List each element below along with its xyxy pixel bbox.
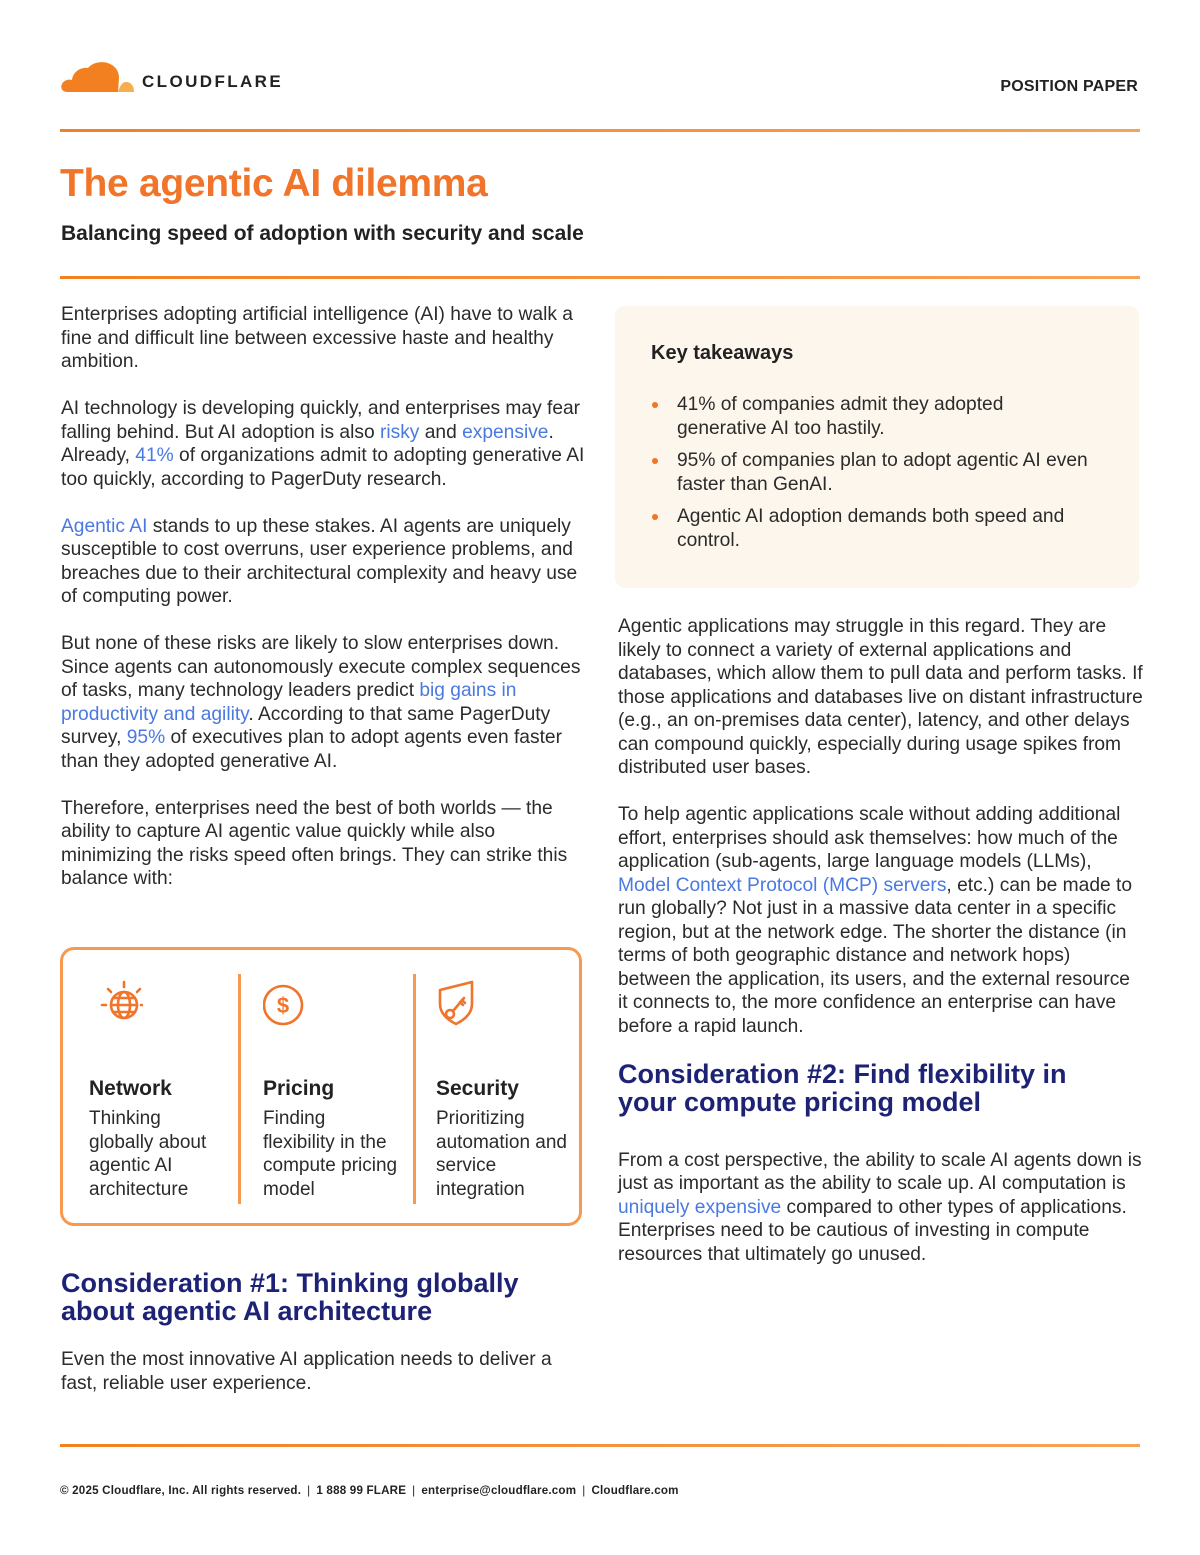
consideration-2-heading: Consideration #2: Find flexibility in your compute pricing model [618,1058,1067,1117]
page-subtitle: Balancing speed of adoption with security and scale [61,222,584,245]
link-productivity[interactable]: big gains in productivity and agility [61,680,517,725]
key-takeaways-title: Key takeaways [651,342,794,364]
document-type: POSITION PAPER [1000,78,1138,95]
list-item: 41% of companies admit they adopted generative AI too hastily. [651,393,1091,440]
link-expensive[interactable]: expensive [462,421,549,443]
paragraph-adoption: AI technology is developing quickly, and enterprises may fear falling behind. But AI adoption is also risky and expensive. Already, 41% of organizations admit to adopting generative AI too quickly, according to PagerDuty research. [61,398,585,490]
pillar-title: Pricing [263,1077,335,1100]
pillar-text: Thinking globally about agentic AI architecture [89,1108,207,1200]
pillar-text: Finding flexibility in the compute pricing model [263,1108,398,1200]
brand-name: CLOUDFLARE [142,72,284,91]
pillar-title: Network [89,1077,172,1100]
globe-icon [89,978,143,1032]
left-column [61,303,591,914]
right-column [618,615,1143,1290]
paragraph-balance: Therefore, enterprises need the best of both worlds — the ability to capture AI agentic value quickly while also minimizing the risks speed often brings. They can strike this balance with: [61,797,568,889]
key-takeaways-panel [615,306,1139,588]
link-risky[interactable]: risky [379,421,420,443]
header-divider [60,129,1140,132]
link-agentic-ai[interactable]: Agentic AI [61,515,148,537]
pillar-divider [238,974,241,1204]
paragraph-scale: To help agentic applications scale without adding additional effort, enterprises should ask themselves: how much of the application (sub-agents, large language models (LLMs), Model Context Protocol (MCP) servers, etc.) can be made to run globally? Not just in a massive data center in a specific region, but at the network edge. The shorter the distance (in terms of both geographic distance and network hops) between the application, its users, and the external resource it connects to, the more confidence an enterprise can have before a rapid launch. [618,804,1133,1037]
paragraph-cost: From a cost perspective, the ability to scale AI agents down is just as important as the ability to scale up. AI computation is uniquely expensive compared to other types of applications. Enterprises need to be cautious of investing in compute resources that ultimately go unused. [618,1149,1142,1265]
title-divider [60,276,1140,279]
website-link[interactable]: Cloudflare.com [591,1484,679,1497]
dollar-icon [263,978,317,1032]
pillar-network [89,978,229,1201]
intro-paragraph: Enterprises adopting artificial intelligence (AI) have to walk a fine and difficult line between excessive haste and healthy ambition. [61,304,573,372]
pillar-pricing [263,978,398,1201]
pillars-box [60,947,582,1226]
pillar-title: Security [436,1077,519,1100]
consideration-1-heading: Consideration #1: Thinking globally about agentic AI architecture [61,1268,519,1326]
consideration-1-text: Even the most innovative AI application needs to deliver a fast, reliable user experience. [61,1349,552,1394]
email-link[interactable]: enterprise@cloudflare.com [421,1484,577,1497]
pillar-text: Prioritizing automation and service integration [436,1108,567,1200]
pillar-security [436,978,571,1201]
phone-number: 1 888 99 FLARE [316,1484,407,1497]
link-41-percent[interactable]: 41% [135,445,174,466]
shield-key-icon [436,978,490,1032]
paragraph-agentic: Agentic AI stands to up these stakes. AI agents are uniquely susceptible to cost overruns, user experience problems, and breaches due to their architectural complexity and heavy use of computing power. [61,515,578,607]
footer: © 2025 Cloudflare, Inc. All rights reserved. | 1 888 99 FLARE | enterprise@cloudflare.com | Cloudflare.com [60,1484,679,1497]
link-mcp-servers[interactable]: Model Context Protocol (MCP) servers [618,874,947,896]
copyright: © 2025 Cloudflare, Inc. All rights reserved. [60,1484,302,1497]
link-uniquely-expensive[interactable]: uniquely expensive [618,1196,782,1218]
cloud-logo-icon [60,58,136,94]
cloudflare-logo [60,58,283,94]
page-title: The agentic AI dilemma [60,162,488,205]
pillar-divider [413,974,416,1204]
paragraph-risks: But none of these risks are likely to slow enterprises down. Since agents can autonomously execute complex sequences of tasks, many technology leaders predict big gains in productivity and agility. According to that same PagerDuty survey, 95% of executives plan to adopt agents even faster than they adopted generative AI. [61,633,581,772]
list-item: Agentic AI adoption demands both speed and control. [651,505,1091,552]
key-takeaways-list [651,393,1091,561]
footer-divider [60,1444,1140,1447]
link-95-percent[interactable]: 95% [126,727,166,748]
svg-text:$: $ [276,993,290,1018]
paragraph-latency: Agentic applications may struggle in this regard. They are likely to connect a variety of external applications and databases, which allow them to pull data and perform tasks. If those applications and databases live on distant infrastructure (e.g., an on-premises data center), latency, and other delays can compound quickly, especially during usage spikes from distributed user bases. [618,616,1143,778]
list-item: 95% of companies plan to adopt agentic AI even faster than GenAI. [651,449,1091,496]
